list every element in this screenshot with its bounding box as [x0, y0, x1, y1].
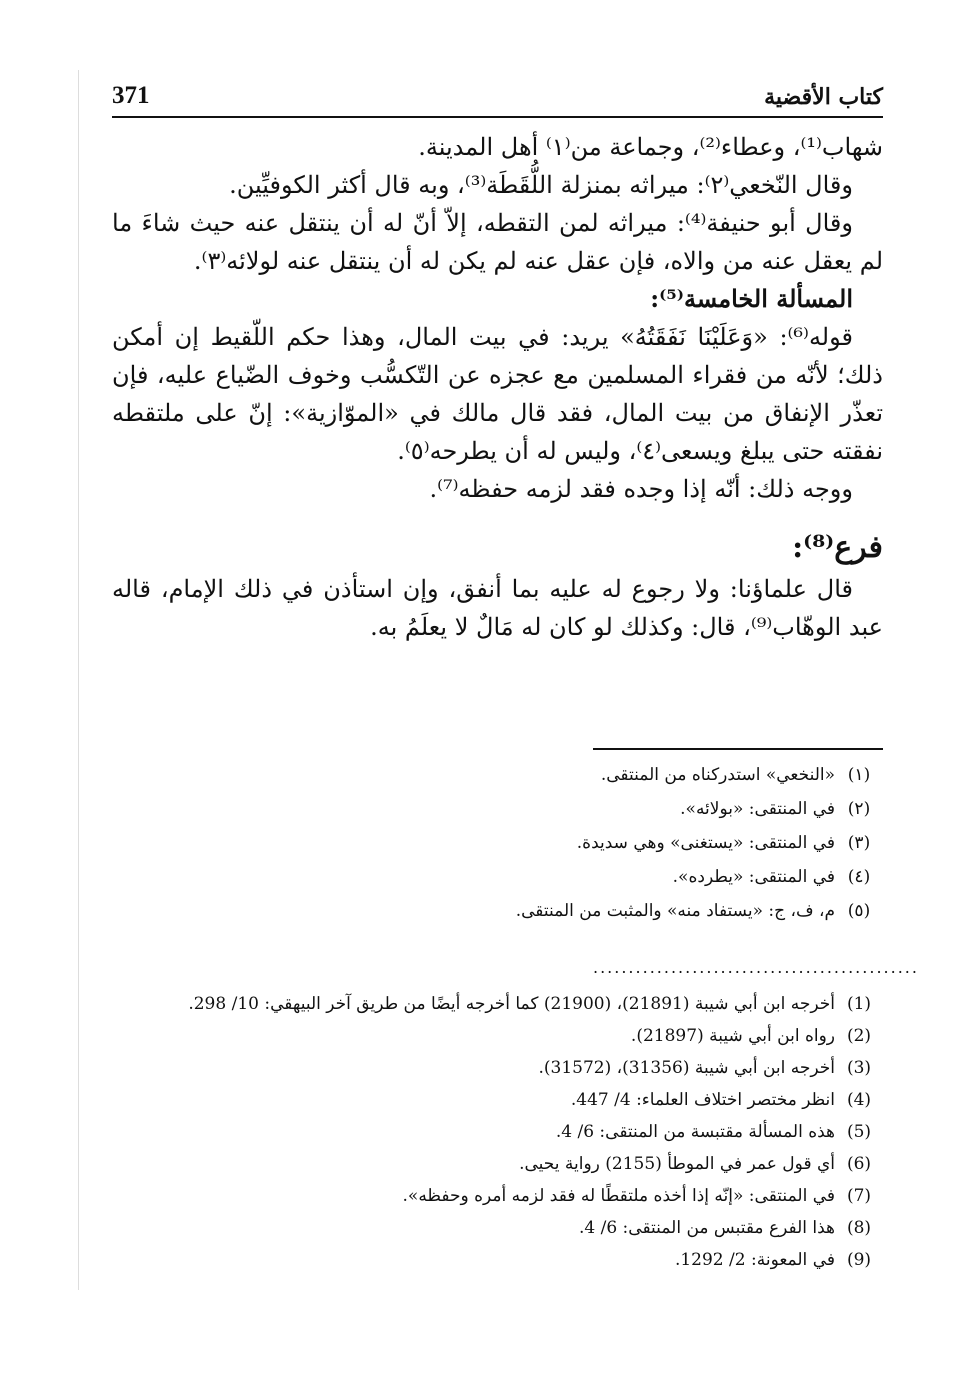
running-title: كتاب الأقضية [764, 84, 883, 110]
manuscript-footnotes [112, 758, 883, 928]
footnote-number: (٣) [847, 833, 871, 853]
footnote-text: في المعونة: 2/ 1292. [674, 1250, 835, 1270]
footnote [112, 1084, 883, 1116]
footnote-text: انظر مختصر اختلاف العلماء: 4/ 447. [570, 1090, 835, 1110]
branch-heading: فرع⁽⁸⁾: [792, 530, 883, 565]
footnote-text: في المنتقى: «إنّه إذا أخذه ملتقطًا له فقد لزمه أمره وحفظه». [402, 1186, 835, 1206]
footnote-number: (٥) [847, 901, 871, 921]
footnote-text: أخرجه ابن أبي شيبة (31356)، (31572). [538, 1058, 835, 1078]
page-header [112, 70, 883, 118]
footnote-number: (8) [846, 1218, 872, 1238]
paragraph-6: قال علماؤنا: ولا رجوع له عليه بما أنفق، وإن استأذن في ذلك الإمام، قاله عبد الوهّاب⁽⁹⁾، قال: وكذلك لو كان له مَالٌ لا يعلَمُ به. [112, 575, 883, 641]
footnote [112, 758, 883, 792]
footnote-text: «النخعي» استدركناه من المنتقى. [600, 765, 835, 785]
footnote-text: رواه ابن أبي شيبة (21897). [630, 1026, 835, 1046]
paragraph-5: ووجه ذلك: أنّه إذا وجده فقد لزمه حفظه⁽⁷⁾. [429, 475, 853, 503]
footnote [112, 1116, 883, 1148]
footnote-number: (٢) [847, 799, 871, 819]
footnote-number: (7) [846, 1186, 872, 1206]
dotted-separator: .............................................. [593, 958, 919, 977]
footnote [112, 894, 883, 928]
footnote [112, 1244, 883, 1276]
footnote-number: (5) [846, 1122, 872, 1142]
footnote [112, 1020, 883, 1052]
footnote-text: في المنتقى: «يستغنى» وهي سديدة. [576, 833, 835, 853]
main-text [112, 128, 883, 646]
footnote-separator [593, 748, 883, 750]
footnote-text: أخرجه ابن أبي شيبة (21891)، (21900) كما أخرجه أيضًا من طريق آخر البيهقي: 10/ 298. [188, 994, 835, 1014]
footnote-text: في المنتقى: «بولائه». [680, 799, 835, 819]
footnote [112, 826, 883, 860]
footnote [112, 988, 883, 1020]
footnote-text: م، ف، ج: «يستفاد منه» والمثبت من المنتقى. [515, 901, 835, 921]
footnote-number: (٤) [847, 867, 871, 887]
page-edge-shadow [78, 70, 79, 1290]
footnote [112, 1052, 883, 1084]
paragraph-1: شهاب⁽¹⁾، وعطاء⁽²⁾، وجماعة من⁽١⁾ أهل المدينة. [418, 133, 883, 161]
footnote-number: (4) [846, 1090, 872, 1110]
footnote-text: أي قول عمر في الموطأ (2155) رواية يحيى. [519, 1154, 835, 1174]
section-heading: المسألة الخامسة⁽⁵⁾: [650, 284, 853, 313]
footnote-number: (3) [846, 1058, 872, 1078]
paragraph-4: قوله⁽⁶⁾: «وَعَلَيْنَا نَفَقَتُهُ» يريد: في بيت المال، وهذا حكم اللّقيط إن أمكن ذلك؛ لأنّه من فقراء المسلمين مع عجزه عن التّكسُّب وخوف الضّياع عليه، فإن تعذّر الإنفاق من بيت المال، فقد قال مالك في «الموّازية»: إنّ على ملتقطه نفقته حتى يبلغ ويسعى⁽٤⁾، وليس له أن يطرحه⁽٥⁾. [112, 323, 883, 465]
footnote [112, 1212, 883, 1244]
footnote-number: (١) [847, 765, 871, 785]
source-footnotes [112, 988, 883, 1276]
paragraph-3: وقال أبو حنيفة⁽⁴⁾: ميراثه لمن التقطه، إلاّ أنّ له أن ينتقل عنه حيث شاءَ ما لم يعقل عنه من والاه، فإن عقل عنه لم يكن له أن ينتقل عنه لولائه⁽٣⁾. [112, 209, 883, 275]
footnote-number: (2) [846, 1026, 872, 1046]
footnote [112, 1180, 883, 1212]
footnote-text: هذه المسألة مقتبسة من المنتقى: 6/ 4. [555, 1122, 835, 1142]
footnote [112, 792, 883, 826]
footnote-number: (6) [846, 1154, 872, 1174]
footnote-number: (1) [846, 994, 872, 1014]
footnote-number: (9) [846, 1250, 872, 1270]
footnote [112, 860, 883, 894]
footnote [112, 1148, 883, 1180]
footnote-text: في المنتقى: «يطرده». [672, 867, 835, 887]
paragraph-2: وقال النّخعي⁽٢⁾: ميراثه بمنزلة اللُّقَطَة⁽³⁾، وبه قال أكثر الكوفيِّين. [229, 171, 853, 199]
footnote-text: هذا الفرع مقتبس من المنتقى: 6/ 4. [578, 1218, 835, 1238]
page-number: 371 [112, 82, 150, 109]
